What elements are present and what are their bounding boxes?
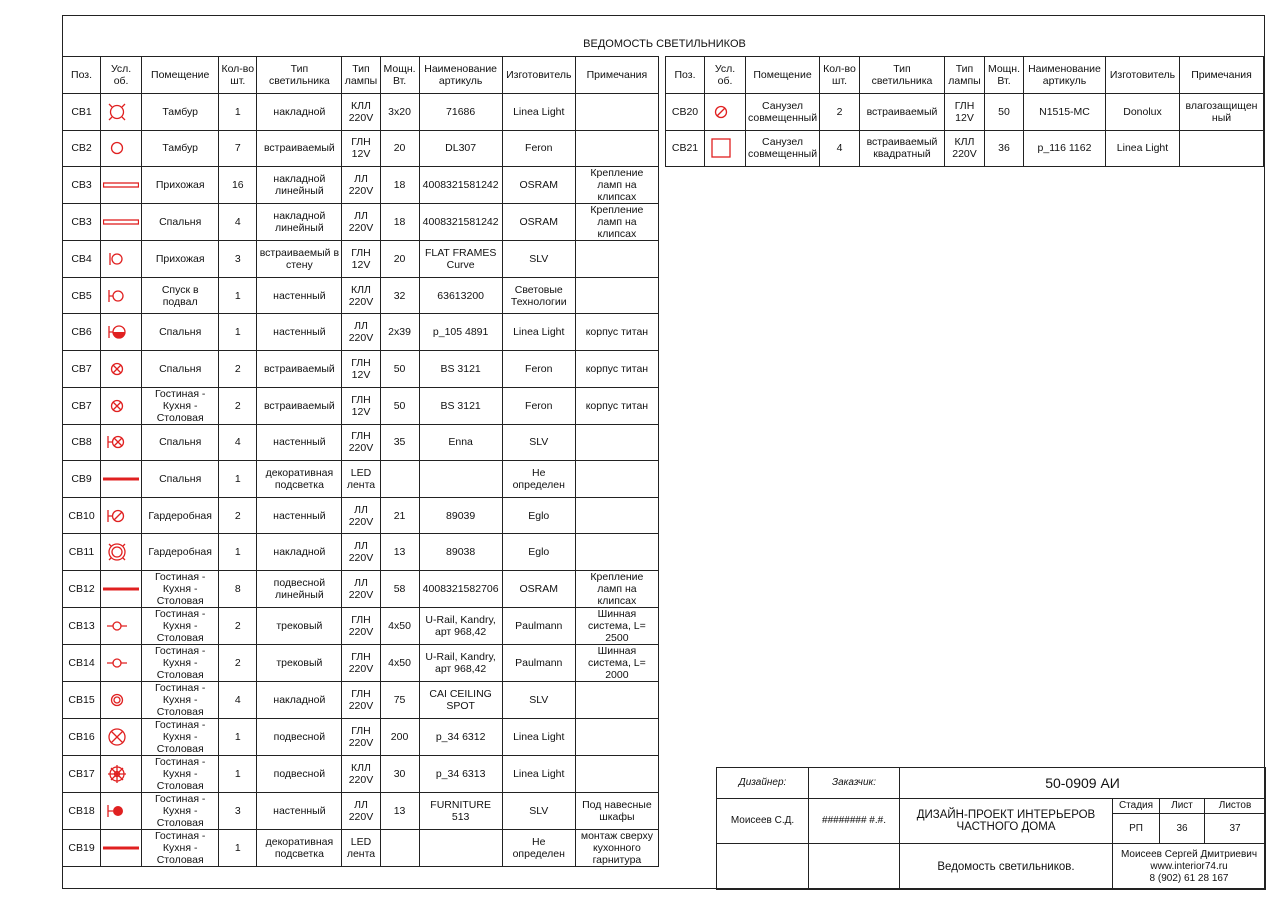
cell-type: трековый [257, 644, 342, 681]
cell-type: встраиваемый [257, 387, 342, 424]
header-type: Тип светильника [257, 57, 342, 94]
cell-maker: Linea Light [502, 718, 575, 755]
cell-qty: 2 [219, 350, 257, 387]
cell-room: Гардеробная [142, 534, 219, 571]
left-schedule-table [62, 56, 659, 867]
project-name: ДИЗАЙН-ПРОЕКТ ИНТЕРЬЕРОВ ЧАСТНОГО ДОМА [900, 799, 1113, 844]
cell-qty: 3 [219, 241, 257, 278]
cell-pos: СВ9 [63, 461, 101, 498]
cell-type: встраиваемый квадратный [860, 130, 945, 167]
cell-power [380, 461, 419, 498]
cell-type: декоративная подсветка [257, 461, 342, 498]
cell-lamp: ГЛН 12V [342, 241, 380, 278]
cell-pos: СВ5 [63, 277, 101, 314]
header-lamp: Тип лампы [342, 57, 380, 94]
cell-type: встраиваемый [860, 94, 945, 131]
cell-lamp: ЛЛ 220V [342, 204, 380, 241]
cell-power: 32 [380, 277, 419, 314]
header-note: Примечания [575, 57, 658, 94]
cell-room: Спуск в подвал [142, 277, 219, 314]
header-note: Примечания [1180, 57, 1264, 94]
cell-pos: СВ3 [63, 167, 101, 204]
cell-qty: 4 [820, 130, 860, 167]
cell-article: 63613200 [419, 277, 502, 314]
cell-qty: 1 [219, 718, 257, 755]
cell-lamp: ЛЛ 220V [342, 534, 380, 571]
cell-power: 200 [380, 718, 419, 755]
header-room: Помещение [142, 57, 219, 94]
big-cross-symbol-icon [101, 718, 142, 755]
cross-circle-symbol-icon [101, 350, 142, 387]
empty-cell [717, 844, 809, 890]
cell-article: DL307 [419, 130, 502, 167]
cell-lamp: ГЛН 12V [342, 387, 380, 424]
cell-lamp: ГЛН 220V [342, 607, 380, 644]
cell-pos: СВ13 [63, 607, 101, 644]
cell-maker: Eglo [502, 497, 575, 534]
cell-article: FLAT FRAMES Curve [419, 241, 502, 278]
cell-qty: 1 [219, 755, 257, 792]
cell-type: накладной [257, 534, 342, 571]
cell-maker: Paulmann [502, 607, 575, 644]
project-code: 50-0909 АИ [900, 768, 1266, 799]
cell-lamp: ЛЛ 220V [342, 792, 380, 829]
bar-solid-symbol-icon [101, 570, 142, 607]
table-row [63, 204, 659, 241]
cell-power: 13 [380, 792, 419, 829]
bar-outline-symbol-icon [101, 204, 142, 241]
cell-article: CAI CEILING SPOT [419, 681, 502, 718]
cell-type: накладной линейный [257, 204, 342, 241]
cell-room: Гостиная - Кухня - Столовая [142, 387, 219, 424]
table-row [63, 350, 659, 387]
cell-type: настенный [257, 792, 342, 829]
table-row [63, 277, 659, 314]
cell-article [419, 829, 502, 866]
cell-room: Гостиная - Кухня - Столовая [142, 792, 219, 829]
cell-room: Гостиная - Кухня - Столовая [142, 644, 219, 681]
cell-type: подвесной [257, 718, 342, 755]
table-row [63, 718, 659, 755]
stage-label: Стадия [1113, 799, 1160, 814]
cell-note [575, 241, 658, 278]
cell-note: Крепление ламп на клипсах [575, 204, 658, 241]
header-qty: Кол-во шт. [219, 57, 257, 94]
table-row [666, 130, 1264, 167]
wall-half-symbol-icon [101, 314, 142, 351]
track-symbol-icon [101, 607, 142, 644]
cell-room: Гостиная - Кухня - Столовая [142, 607, 219, 644]
cell-pos: СВ17 [63, 755, 101, 792]
page-title: ВЕДОМОСТЬ СВЕТИЛЬНИКОВ [583, 38, 746, 50]
square-symbol-icon [705, 130, 746, 167]
cell-article: BS 3121 [419, 350, 502, 387]
cell-note: монтаж сверху кухонного гарнитура [575, 829, 658, 866]
cell-qty: 2 [219, 497, 257, 534]
cell-power: 50 [380, 387, 419, 424]
cell-type: трековый [257, 607, 342, 644]
track-symbol-icon [101, 644, 142, 681]
ring-double-symbol-icon [101, 681, 142, 718]
cell-article: 71686 [419, 94, 502, 131]
cell-article: p_34 6312 [419, 718, 502, 755]
header-symbol: Усл. об. [101, 57, 142, 94]
cell-qty: 4 [219, 681, 257, 718]
designer-label: Дизайнер: [717, 768, 809, 799]
cell-qty: 1 [219, 461, 257, 498]
cell-type: подвесной [257, 755, 342, 792]
cell-note: корпус титан [575, 350, 658, 387]
table-row [63, 461, 659, 498]
cell-maker: Световые Технологии [502, 277, 575, 314]
cell-maker: Linea Light [502, 94, 575, 131]
cell-pos: СВ14 [63, 644, 101, 681]
right-schedule-table [665, 56, 1264, 167]
cell-power: 30 [380, 755, 419, 792]
cell-lamp: LED лента [342, 461, 380, 498]
cell-note [575, 461, 658, 498]
cell-lamp: КЛЛ 220V [342, 94, 380, 131]
cell-article: U-Rail, Kandry, арт 968,42 [419, 607, 502, 644]
header-power: Мощн. Вт. [380, 57, 419, 94]
empty-cell [809, 844, 900, 890]
cell-power: 20 [380, 241, 419, 278]
cell-pos: СВ7 [63, 387, 101, 424]
cell-pos: СВ19 [63, 829, 101, 866]
cell-qty: 1 [219, 277, 257, 314]
cell-maker: Linea Light [502, 314, 575, 351]
table-row [63, 829, 659, 866]
header-lamp: Тип лампы [945, 57, 985, 94]
cell-room: Спальня [142, 461, 219, 498]
cell-maker: Не определен [502, 829, 575, 866]
header-article: Наименование артикуль [419, 57, 502, 94]
cell-article: FURNITURE 513 [419, 792, 502, 829]
cell-qty: 1 [219, 314, 257, 351]
cell-qty: 2 [219, 387, 257, 424]
cell-qty: 1 [219, 829, 257, 866]
bar-outline-symbol-icon [101, 167, 142, 204]
cross-circle-symbol-icon [101, 387, 142, 424]
cell-type: настенный [257, 424, 342, 461]
cell-note [575, 130, 658, 167]
cell-lamp: ЛЛ 220V [342, 570, 380, 607]
cell-article: N1515-MC [1024, 94, 1106, 131]
header-pos: Поз. [666, 57, 705, 94]
cell-power: 13 [380, 534, 419, 571]
cell-pos: СВ18 [63, 792, 101, 829]
cell-lamp: ГЛН 220V [342, 718, 380, 755]
wall-cross-symbol-icon [101, 424, 142, 461]
cell-room: Гостиная - Кухня - Столовая [142, 718, 219, 755]
cell-qty: 4 [219, 204, 257, 241]
cell-note [575, 534, 658, 571]
cell-pos: СВ16 [63, 718, 101, 755]
author-name: Моисеев Сергей Дмитриевич [1120, 848, 1258, 860]
cell-note [575, 277, 658, 314]
cell-note: Крепление ламп на клипсах [575, 570, 658, 607]
cell-lamp: LED лента [342, 829, 380, 866]
cell-type: накладной линейный [257, 167, 342, 204]
table-row [63, 644, 659, 681]
cell-maker: SLV [502, 792, 575, 829]
cell-room: Прихожая [142, 241, 219, 278]
sheets-label: Листов [1205, 799, 1266, 814]
cell-article: 4008321581242 [419, 167, 502, 204]
table-row [63, 534, 659, 571]
cell-lamp: КЛЛ 220V [342, 277, 380, 314]
table-row [63, 570, 659, 607]
cell-power: 36 [985, 130, 1024, 167]
stage-value: РП [1113, 814, 1160, 844]
cell-maker: SLV [502, 241, 575, 278]
cell-lamp: ГЛН 12V [342, 350, 380, 387]
cell-power: 75 [380, 681, 419, 718]
cell-article [419, 461, 502, 498]
cell-power: 4x50 [380, 644, 419, 681]
cell-pos: СВ4 [63, 241, 101, 278]
cell-pos: СВ2 [63, 130, 101, 167]
cell-pos: СВ12 [63, 570, 101, 607]
author-site: www.interior74.ru [1150, 860, 1228, 872]
table-row [63, 94, 659, 131]
table-row [63, 130, 659, 167]
cell-pos: СВ15 [63, 681, 101, 718]
client-name: ######## #.#. [809, 799, 900, 844]
cell-article: BS 3121 [419, 387, 502, 424]
header-pos: Поз. [63, 57, 101, 94]
cell-room: Прихожая [142, 167, 219, 204]
cell-room: Спальня [142, 350, 219, 387]
cell-power: 21 [380, 497, 419, 534]
cell-note [575, 718, 658, 755]
cell-power: 3x20 [380, 94, 419, 131]
cell-qty: 4 [219, 424, 257, 461]
cell-room: Гостиная - Кухня - Столовая [142, 570, 219, 607]
table-row [63, 792, 659, 829]
cell-maker: Donolux [1106, 94, 1180, 131]
cell-type: подвесной линейный [257, 570, 342, 607]
cell-article: 89038 [419, 534, 502, 571]
cell-note: Шинная система, L= 2000 [575, 644, 658, 681]
cell-article: U-Rail, Kandry, арт 968,42 [419, 644, 502, 681]
cell-pos: СВ11 [63, 534, 101, 571]
header-maker: Изготовитель [502, 57, 575, 94]
header-type: Тип светильника [860, 57, 945, 94]
wall-slash-symbol-icon [101, 497, 142, 534]
cell-lamp: КЛЛ 220V [945, 130, 985, 167]
cell-note: Шинная система, L= 2500 [575, 607, 658, 644]
table-header-row [63, 57, 659, 94]
cell-qty: 8 [219, 570, 257, 607]
ceiling-double-symbol-icon [101, 534, 142, 571]
cell-maker: OSRAM [502, 570, 575, 607]
table-row [63, 314, 659, 351]
header-symbol: Усл. об. [705, 57, 746, 94]
cell-pos: СВ21 [666, 130, 705, 167]
header-article: Наименование артикуль [1024, 57, 1106, 94]
wall-circle-symbol-icon [101, 277, 142, 314]
cell-pos: СВ7 [63, 350, 101, 387]
cell-lamp: ГЛН 12V [945, 94, 985, 131]
cell-power: 50 [985, 94, 1024, 131]
cell-maker: Feron [502, 387, 575, 424]
header-maker: Изготовитель [1106, 57, 1180, 94]
cell-qty: 16 [219, 167, 257, 204]
cell-power: 4x50 [380, 607, 419, 644]
cell-power [380, 829, 419, 866]
header-qty: Кол-во шт. [820, 57, 860, 94]
table-row [63, 681, 659, 718]
cell-room: Тамбур [142, 130, 219, 167]
table-row [666, 94, 1264, 131]
cell-note: Крепление ламп на клипсах [575, 167, 658, 204]
sheets-value: 37 [1205, 814, 1266, 844]
cell-pos: СВ20 [666, 94, 705, 131]
cell-power: 18 [380, 167, 419, 204]
cell-type: встраиваемый [257, 130, 342, 167]
sheet-value: 36 [1160, 814, 1205, 844]
cell-power: 20 [380, 130, 419, 167]
cell-note: Под навесные шкафы [575, 792, 658, 829]
cell-lamp: ЛЛ 220V [342, 167, 380, 204]
cell-lamp: ГЛН 220V [342, 424, 380, 461]
cell-note [575, 424, 658, 461]
cell-room: Спальня [142, 424, 219, 461]
cell-lamp: КЛЛ 220V [342, 755, 380, 792]
cell-power: 35 [380, 424, 419, 461]
cell-qty: 2 [219, 607, 257, 644]
cell-qty: 1 [219, 94, 257, 131]
cell-qty: 3 [219, 792, 257, 829]
cell-article: p_105 4891 [419, 314, 502, 351]
cell-maker: SLV [502, 424, 575, 461]
cell-room: Гостиная - Кухня - Столовая [142, 829, 219, 866]
cell-article: Enna [419, 424, 502, 461]
cell-pos: СВ3 [63, 204, 101, 241]
cell-type: настенный [257, 497, 342, 534]
cell-pos: СВ8 [63, 424, 101, 461]
cell-type: настенный [257, 277, 342, 314]
cell-type: настенный [257, 314, 342, 351]
ceiling-halo-symbol-icon [101, 94, 142, 131]
table-header-row [666, 57, 1264, 94]
cell-room: Спальня [142, 204, 219, 241]
cell-note [575, 497, 658, 534]
cell-maker: Feron [502, 130, 575, 167]
cell-lamp: ГЛН 12V [342, 130, 380, 167]
cell-note [1180, 130, 1264, 167]
cell-maker: Linea Light [1106, 130, 1180, 167]
designer-name: Моисеев С.Д. [717, 799, 809, 844]
cell-note: корпус титан [575, 314, 658, 351]
table-row [63, 497, 659, 534]
cell-article: 89039 [419, 497, 502, 534]
cell-article: p_34 6313 [419, 755, 502, 792]
cell-qty: 2 [219, 644, 257, 681]
cell-lamp: ЛЛ 220V [342, 314, 380, 351]
cell-maker: Paulmann [502, 644, 575, 681]
cell-maker: OSRAM [502, 204, 575, 241]
cell-note: влагозащищен ный [1180, 94, 1264, 131]
cell-room: Тамбур [142, 94, 219, 131]
cell-note [575, 94, 658, 131]
cell-maker: OSRAM [502, 167, 575, 204]
author-phone: 8 (902) 61 28 167 [1149, 872, 1229, 884]
cell-room: Гостиная - Кухня - Столовая [142, 755, 219, 792]
cell-room: Спальня [142, 314, 219, 351]
bar-solid-symbol-icon [101, 829, 142, 866]
cell-type: встраиваемый [257, 350, 342, 387]
header-power: Мощн. Вт. [985, 57, 1024, 94]
slash-circle-symbol-icon [705, 94, 746, 131]
cell-qty: 1 [219, 534, 257, 571]
table-row [63, 755, 659, 792]
cell-qty: 2 [820, 94, 860, 131]
cell-pos: СВ6 [63, 314, 101, 351]
cell-power: 50 [380, 350, 419, 387]
table-row [63, 424, 659, 461]
cell-lamp: ЛЛ 220V [342, 497, 380, 534]
cell-room: Санузел совмещенный [746, 94, 820, 131]
cell-maker: SLV [502, 681, 575, 718]
wall-dot-symbol-icon [101, 792, 142, 829]
cell-type: накладной [257, 681, 342, 718]
cell-room: Гостиная - Кухня - Столовая [142, 681, 219, 718]
cell-article: 4008321582706 [419, 570, 502, 607]
bar-solid-symbol-icon [101, 461, 142, 498]
cell-pos: СВ10 [63, 497, 101, 534]
title-block [716, 767, 1266, 890]
cell-note [575, 755, 658, 792]
table-row [63, 387, 659, 424]
cell-maker: Feron [502, 350, 575, 387]
table-row [63, 607, 659, 644]
header-room: Помещение [746, 57, 820, 94]
wall-recessed-symbol-icon [101, 241, 142, 278]
sheet-label: Лист [1160, 799, 1205, 814]
table-row [63, 167, 659, 204]
cell-type: накладной [257, 94, 342, 131]
cell-type: декоративная подсветка [257, 829, 342, 866]
cell-maker: Linea Light [502, 755, 575, 792]
cell-power: 58 [380, 570, 419, 607]
cell-article: 4008321581242 [419, 204, 502, 241]
cell-pos: СВ1 [63, 94, 101, 131]
sheet-title: Ведомость светильников. [900, 844, 1113, 890]
author-block [1113, 844, 1266, 890]
cell-qty: 7 [219, 130, 257, 167]
cell-lamp: ГЛН 220V [342, 644, 380, 681]
cell-maker: Не определен [502, 461, 575, 498]
cell-lamp: ГЛН 220V [342, 681, 380, 718]
cell-power: 2x39 [380, 314, 419, 351]
circle-symbol-icon [101, 130, 142, 167]
cell-power: 18 [380, 204, 419, 241]
client-label: Заказчик: [809, 768, 900, 799]
cell-type: встраиваемый в стену [257, 241, 342, 278]
cell-room: Санузел совмещенный [746, 130, 820, 167]
table-row [63, 241, 659, 278]
cell-article: p_116 1162 [1024, 130, 1106, 167]
cell-note [575, 681, 658, 718]
cell-maker: Eglo [502, 534, 575, 571]
cell-note: корпус титан [575, 387, 658, 424]
cell-room: Гардеробная [142, 497, 219, 534]
chandelier-symbol-icon [101, 755, 142, 792]
